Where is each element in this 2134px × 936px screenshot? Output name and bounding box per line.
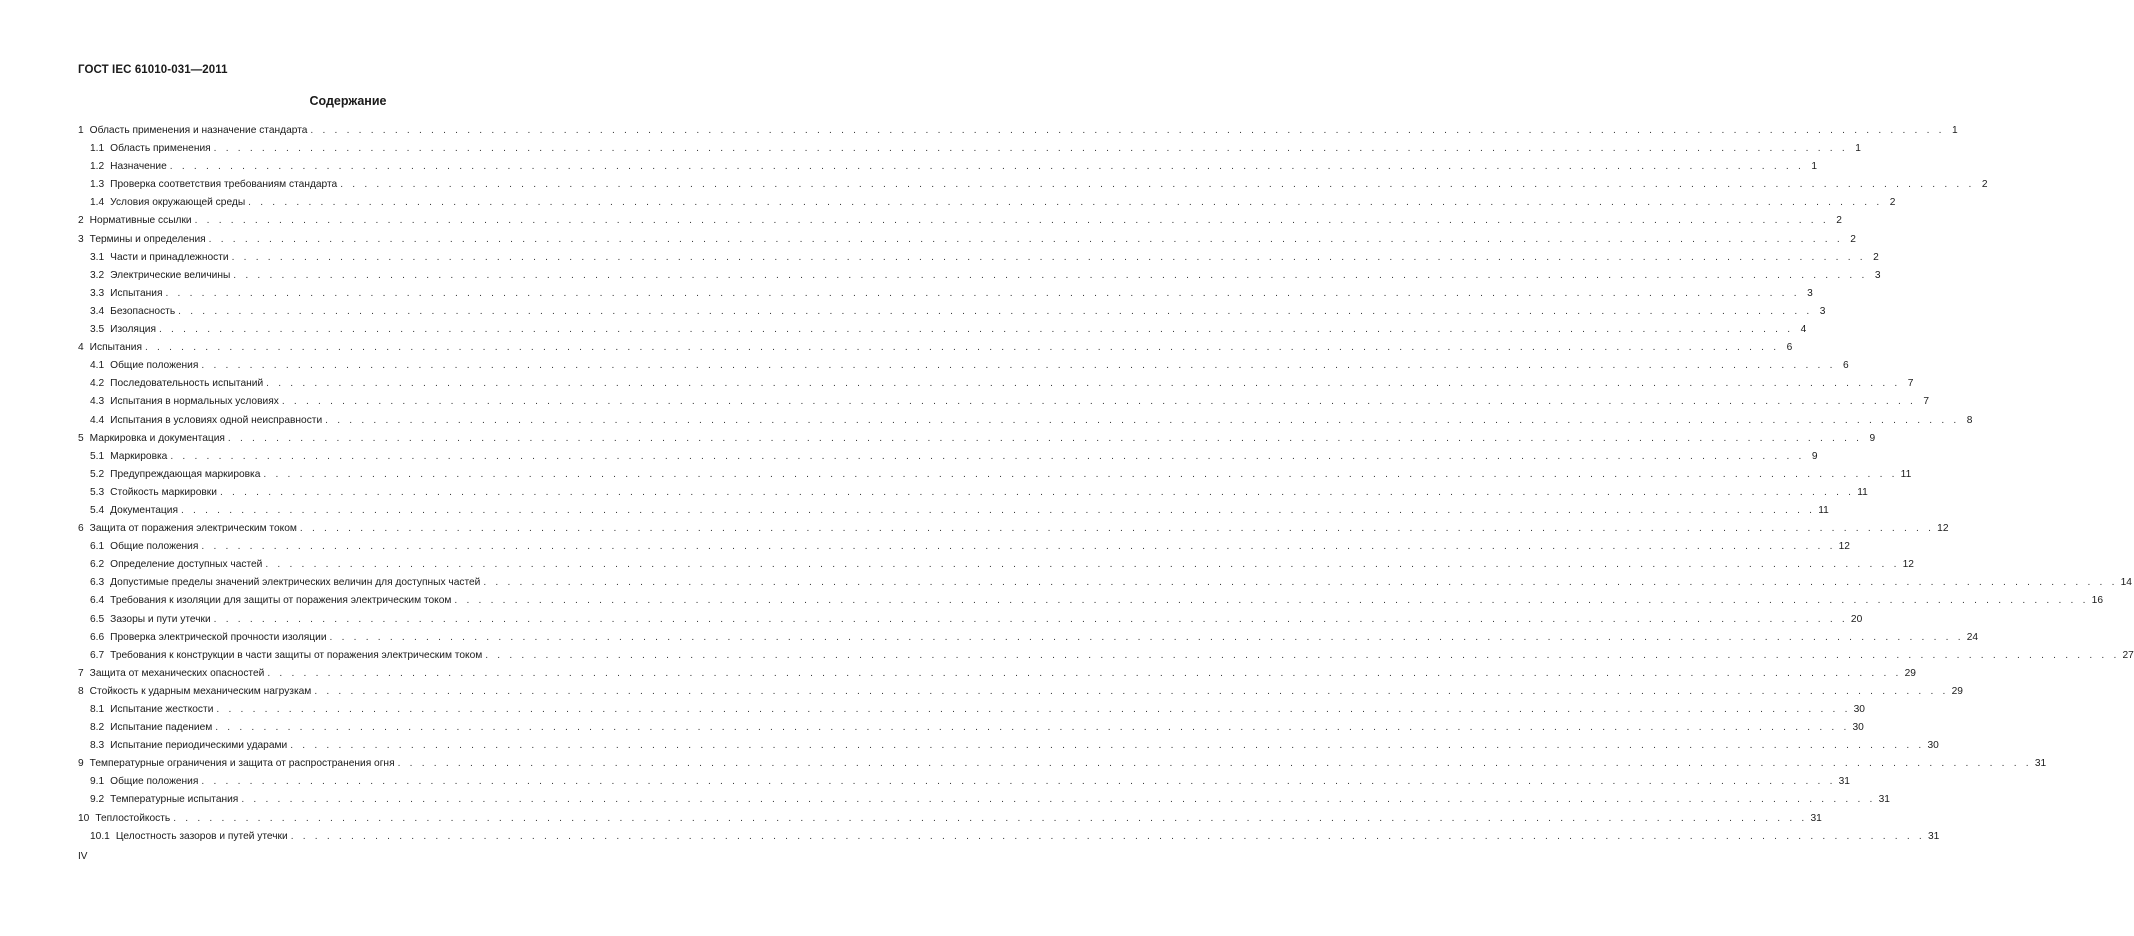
toc-entry-page: 11: [1900, 468, 1912, 480]
toc-entry-number: 8.2: [90, 722, 105, 734]
toc-entry[interactable]: [78, 574, 2132, 592]
toc-entry-number: 3.2: [90, 269, 105, 281]
toc-entry[interactable]: [78, 484, 1868, 502]
toc-entry-number: 6: [78, 523, 84, 535]
toc-leader-dots: [214, 140, 1848, 158]
toc-entry-page: 16: [2091, 595, 2103, 607]
toc-entry-number: 3.5: [90, 324, 105, 336]
toc-entry[interactable]: [78, 737, 1939, 755]
toc-leader-dots: [214, 611, 1848, 629]
toc-leader-dots: [454, 592, 2088, 610]
toc-entry-number: 6.1: [90, 541, 105, 553]
toc-entry-page: 12: [1838, 541, 1850, 553]
toc-entry-number: 5: [78, 432, 84, 444]
toc-entry-title: Документация: [110, 504, 178, 516]
toc-entry[interactable]: [78, 791, 1890, 809]
toc-entry-number: 6.6: [90, 631, 105, 643]
toc-entry-page: 30: [1853, 704, 1865, 715]
toc-leader-dots: [201, 538, 1835, 556]
toc-entry-number: 5.2: [90, 468, 105, 480]
toc-entry-page: 2: [1836, 215, 1842, 227]
toc-entry-number: 3: [78, 233, 84, 245]
toc-entry-number: 7: [78, 667, 84, 679]
toc-leader-dots: [220, 484, 1854, 502]
toc-leader-dots: [241, 791, 1875, 809]
toc-entry[interactable]: [78, 285, 1813, 303]
toc-entry-page: 3: [1819, 305, 1826, 317]
toc-entry-title: Безопасность: [110, 305, 176, 317]
toc-entry-number: 3.1: [90, 251, 105, 263]
toc-entry[interactable]: [78, 810, 1822, 828]
toc-entry-page: 2: [1981, 179, 1988, 191]
toc-entry-page: 11: [1818, 504, 1829, 516]
toc-entry-title: Зазоры и пути утечки: [110, 613, 211, 625]
toc-entry[interactable]: [78, 755, 2047, 773]
toc-leader-dots: [282, 393, 1916, 411]
toc-entry-page: 29: [1904, 667, 1916, 679]
toc-entry-page: 31: [1810, 812, 1822, 824]
toc-entry-title: Испытания: [110, 287, 163, 299]
toc-entry-page: 1: [1952, 125, 1958, 136]
toc-entry-number: 6.4: [90, 595, 105, 607]
toc-entry-page: 2: [1889, 197, 1896, 209]
toc-entry-title: Температурные ограничения и защита от распространения огня: [89, 758, 395, 770]
toc-entry-title: Испытание падением: [110, 722, 213, 734]
toc-entry-number: 1.4: [90, 197, 105, 209]
toc-entry-number: 5.1: [90, 450, 105, 462]
toc-entry-number: 4.4: [90, 414, 105, 426]
toc-entry-title: Испытания в условиях одной неисправности: [110, 414, 323, 426]
toc-entry[interactable]: [78, 701, 1865, 719]
toc-leader-dots: [300, 520, 1934, 538]
toc-entry-number: 10.1: [90, 830, 110, 842]
toc-entry-title: Целостность зазоров и путей утечки: [115, 830, 288, 842]
toc-entry-title: Общие положения: [110, 541, 199, 553]
toc-entry-page: 30: [1852, 722, 1864, 734]
toc-entry-title: Испытание жесткости: [110, 704, 214, 715]
toc-entry-number: 9.1: [90, 776, 105, 788]
toc-entry-page: 29: [1951, 685, 1963, 697]
toc-entry[interactable]: [78, 520, 1949, 538]
toc-leader-dots: [248, 194, 1882, 212]
toc-leader-dots: [159, 321, 1793, 339]
toc-entry[interactable]: [78, 140, 1861, 158]
toc-leader-dots: [267, 665, 1901, 683]
toc-entry-title: Определение доступных частей: [110, 559, 263, 571]
toc-entry-page: 12: [1937, 523, 1949, 535]
toc-entry[interactable]: [78, 719, 1864, 737]
table-of-contents: [78, 122, 2134, 846]
toc-entry-number: 8: [78, 685, 84, 697]
toc-entry-title: Условия окружающей среды: [110, 197, 246, 209]
toc-leader-dots: [265, 556, 1899, 574]
toc-entry-number: 2: [78, 215, 84, 227]
toc-entry-number: 4.1: [90, 360, 105, 372]
toc-entry-title: Проверка электрической прочности изоляции: [110, 631, 327, 643]
toc-entry[interactable]: [78, 249, 1879, 267]
toc-entry[interactable]: [78, 828, 1940, 846]
toc-entry-page: 31: [1878, 794, 1890, 806]
toc-entry-title: Изоляция: [110, 324, 156, 336]
toc-leader-dots: [195, 212, 1829, 230]
toc-entry[interactable]: [78, 647, 2134, 665]
toc-entry[interactable]: [78, 412, 1973, 430]
document-header: ГОСТ IEC 61010-031—2011: [78, 64, 228, 76]
toc-entry[interactable]: [78, 212, 1842, 230]
toc-entry-number: 1.1: [90, 143, 105, 155]
toc-entry[interactable]: [78, 231, 1856, 249]
toc-leader-dots: [201, 357, 1835, 375]
toc-entry-page: 3: [1807, 287, 1813, 299]
toc-entry[interactable]: [78, 267, 1881, 285]
toc-entry-page: 2: [1850, 233, 1856, 245]
toc-entry[interactable]: [78, 773, 1850, 791]
toc-entry[interactable]: [78, 538, 1850, 556]
toc-entry-number: 6.5: [90, 613, 105, 625]
toc-entry-number: 8.3: [90, 740, 105, 752]
toc-entry-page: 4: [1800, 324, 1807, 336]
toc-entry-page: 7: [1923, 396, 1930, 408]
toc-entry[interactable]: [78, 303, 1826, 321]
toc-entry-title: Назначение: [110, 161, 167, 173]
toc-leader-dots: [178, 303, 1812, 321]
toc-entry-title: Проверка соответствия требованиям стандарта: [110, 179, 338, 191]
toc-entry-title: Защита от механических опасностей: [89, 667, 265, 679]
toc-entry-page: 31: [2034, 758, 2047, 770]
toc-entry-page: 1: [1855, 143, 1861, 155]
toc-leader-dots: [165, 285, 1799, 303]
toc-entry[interactable]: [78, 611, 1863, 629]
toc-entry-number: 9.2: [90, 794, 105, 806]
toc-leader-dots: [485, 647, 2119, 665]
toc-entry[interactable]: [78, 629, 1979, 647]
toc-entry-title: Область применения: [110, 143, 211, 155]
toc-entry[interactable]: [78, 357, 1849, 375]
toc-entry-page: 3: [1874, 269, 1881, 281]
toc-entry-page: 31: [1838, 776, 1850, 788]
toc-entry-page: 9: [1869, 432, 1876, 444]
toc-entry-number: 5.3: [90, 486, 105, 498]
toc-entry-title: Требования к конструкции в части защиты от поражения электрическим током: [110, 649, 483, 661]
toc-entry-title: Предупреждающая маркировка: [110, 468, 261, 480]
toc-leader-dots: [215, 719, 1849, 737]
toc-entry-number: 8.1: [90, 704, 105, 715]
toc-leader-dots: [233, 267, 1867, 285]
toc-entry-title: Испытания в нормальных условиях: [110, 396, 279, 408]
toc-entry-page: 11: [1857, 486, 1868, 498]
toc-leader-dots: [232, 249, 1866, 267]
page-number: IV: [78, 851, 88, 862]
toc-leader-dots: [145, 339, 1779, 357]
toc-entry-number: 9: [78, 758, 84, 770]
toc-leader-dots: [263, 466, 1897, 484]
toc-entry-title: Допустимые пределы значений электрических величин для доступных частей: [110, 577, 481, 589]
toc-entry[interactable]: [78, 502, 1829, 520]
toc-entry-page: 14: [2120, 577, 2132, 589]
toc-leader-dots: [209, 231, 1843, 249]
toc-entry-page: 7: [1907, 378, 1914, 390]
toc-entry-title: Температурные испытания: [110, 794, 239, 806]
toc-entry-page: 20: [1850, 613, 1863, 625]
toc-entry-page: 6: [1786, 342, 1793, 354]
toc-leader-dots: [170, 448, 1804, 466]
toc-entry-title: Маркировка: [110, 450, 168, 462]
toc-entry-title: Требования к изоляции для защиты от поражения электрическим током: [110, 595, 452, 607]
toc-entry-page: 24: [1966, 631, 1979, 643]
toc-entry-page: 8: [1966, 414, 1973, 426]
toc-entry[interactable]: [78, 448, 1818, 466]
toc-entry-number: 4: [78, 342, 84, 354]
toc-entry-number: 6.3: [90, 577, 105, 589]
toc-entry-number: 3.3: [90, 287, 105, 299]
toc-entry[interactable]: [78, 375, 1914, 393]
toc-entry-title: Защита от поражения электрическим током: [89, 523, 297, 535]
toc-entry-number: 1: [78, 125, 84, 136]
toc-entry-number: 1.2: [90, 161, 105, 173]
toc-entry[interactable]: [78, 339, 1793, 357]
toc-entry-title: Нормативные ссылки: [89, 215, 192, 227]
toc-entry-number: 4.3: [90, 396, 105, 408]
toc-leader-dots: [266, 375, 1900, 393]
toc-leader-dots: [173, 810, 1807, 828]
toc-entry[interactable]: [78, 393, 1930, 411]
toc-entry-title: Маркировка и документация: [89, 432, 225, 444]
toc-leader-dots: [330, 629, 1964, 647]
toc-entry-title: Термины и определения: [89, 233, 206, 245]
toc-entry-title: Последовательность испытаний: [110, 378, 264, 390]
toc-entry-number: 10: [78, 812, 90, 824]
toc-entry[interactable]: [78, 466, 1912, 484]
toc-entry[interactable]: [78, 176, 1988, 194]
toc-entry-title: Части и принадлежности: [110, 251, 229, 263]
toc-entry-title: Теплостойкость: [95, 812, 171, 824]
toc-entry-title: Область применения и назначение стандарта: [89, 125, 308, 136]
toc-entry-number: 6.2: [90, 559, 105, 571]
toc-leader-dots: [340, 176, 1974, 194]
toc-leader-dots: [483, 574, 2117, 592]
toc-leader-dots: [291, 828, 1925, 846]
toc-title: Содержание: [309, 94, 387, 108]
toc-leader-dots: [310, 122, 1944, 140]
toc-leader-dots: [181, 502, 1815, 520]
toc-leader-dots: [228, 430, 1862, 448]
toc-entry-title: Стойкость маркировки: [110, 486, 217, 498]
toc-entry-title: Стойкость к ударным механическим нагрузкам: [89, 685, 312, 697]
toc-leader-dots: [216, 701, 1850, 719]
toc-entry-page: 31: [1927, 830, 1940, 842]
toc-entry-page: 1: [1811, 161, 1818, 173]
toc-entry-number: 1.3: [90, 179, 105, 191]
toc-entry-number: 4.2: [90, 378, 105, 390]
toc-leader-dots: [325, 412, 1959, 430]
toc-leader-dots: [398, 755, 2032, 773]
toc-entry-page: 6: [1842, 360, 1849, 372]
toc-entry-page: 27: [2122, 649, 2134, 661]
toc-leader-dots: [170, 158, 1804, 176]
toc-entry-page: 12: [1902, 559, 1914, 571]
toc-entry-number: 3.4: [90, 305, 105, 317]
toc-entry-number: 5.4: [90, 504, 105, 516]
toc-entry[interactable]: [78, 321, 1807, 339]
toc-entry[interactable]: [78, 122, 1958, 140]
toc-entry[interactable]: [78, 665, 1916, 683]
toc-entry-number: 6.7: [90, 649, 105, 661]
toc-entry-page: 2: [1873, 251, 1879, 263]
toc-entry-title: Электрические величины: [110, 269, 231, 281]
toc-entry-title: Общие положения: [110, 360, 199, 372]
toc-leader-dots: [314, 683, 1948, 701]
toc-entry[interactable]: [78, 683, 1963, 701]
toc-entry[interactable]: [78, 430, 1876, 448]
toc-entry-page: 9: [1811, 450, 1818, 462]
toc-leader-dots: [201, 773, 1835, 791]
toc-entry[interactable]: [78, 194, 1896, 212]
toc-entry-page: 30: [1927, 740, 1939, 752]
toc-leader-dots: [290, 737, 1924, 755]
toc-entry[interactable]: [78, 592, 2103, 610]
toc-entry-title: Испытания: [89, 342, 142, 354]
toc-entry-title: Испытание периодическими ударами: [110, 740, 288, 752]
toc-entry[interactable]: [78, 556, 1914, 574]
toc-entry[interactable]: [78, 158, 1818, 176]
toc-entry-title: Общие положения: [110, 776, 199, 788]
